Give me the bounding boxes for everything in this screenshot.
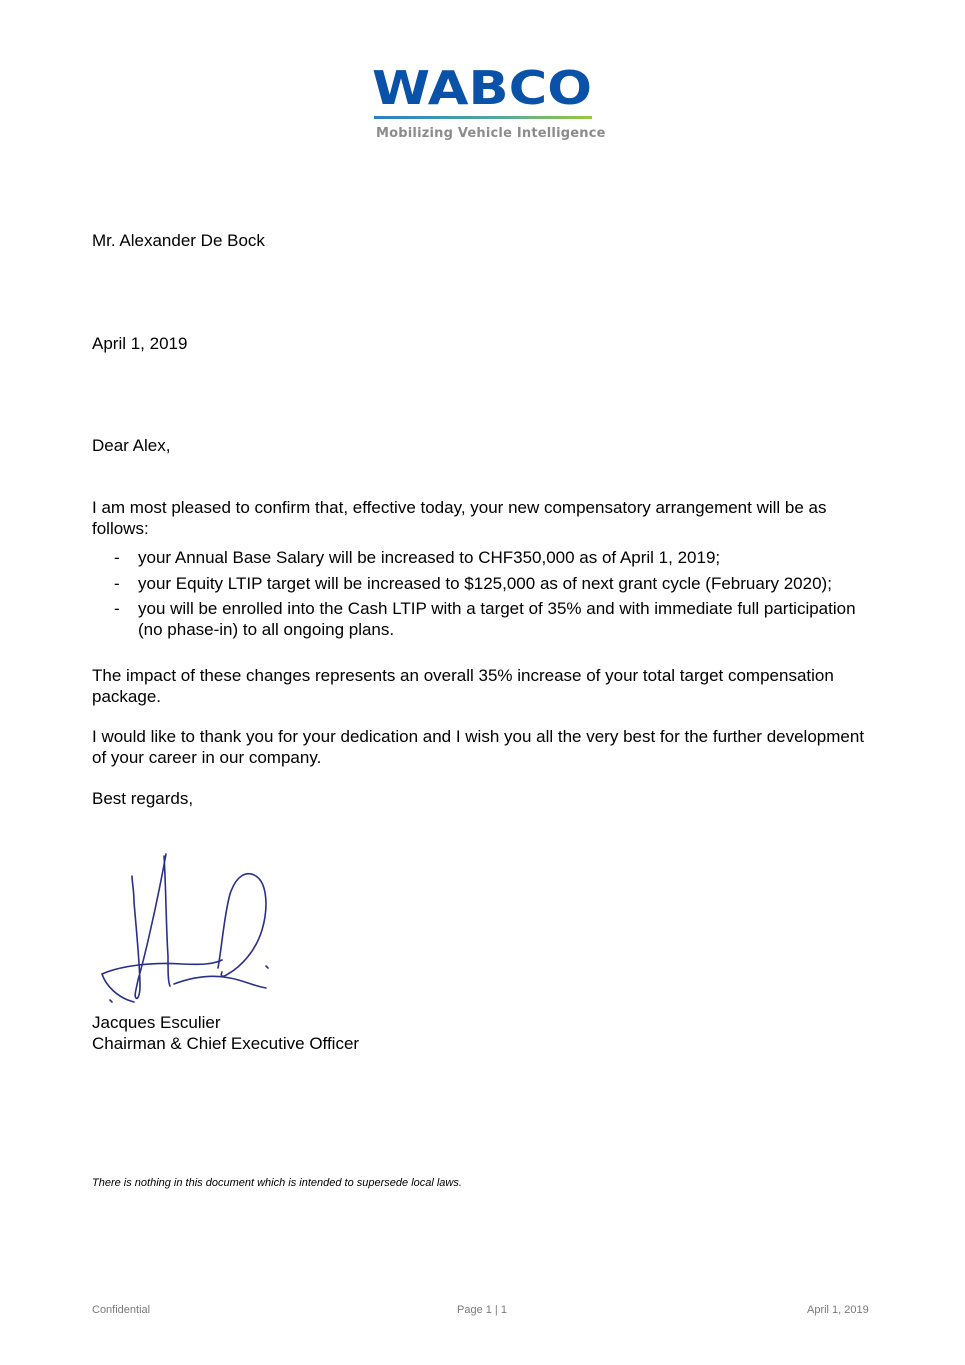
list-item-text: your Annual Base Salary will be increased to CHF350,000 as of April 1, 2019; bbox=[138, 548, 721, 567]
logo-tagline: Mobilizing Vehicle Intelligence bbox=[376, 126, 606, 141]
recipient-name: Mr. Alexander De Bock bbox=[92, 231, 265, 250]
closing: Best regards, bbox=[92, 789, 194, 808]
list-item bbox=[92, 548, 882, 569]
list-item bbox=[92, 574, 882, 595]
letter-date: April 1, 2019 bbox=[92, 334, 188, 353]
impact-paragraph: The impact of these changes represents an overall 35% increase of your total target compensation package. bbox=[92, 666, 834, 706]
salutation: Dear Alex, bbox=[92, 436, 171, 455]
bullet-dash: - bbox=[114, 548, 120, 567]
signatory-title: Chairman & Chief Executive Officer bbox=[92, 1034, 360, 1053]
disclaimer-note: There is nothing in this document which is intended to supersede local laws. bbox=[92, 1177, 462, 1189]
logo-gradient-bar bbox=[0, 116, 965, 122]
list-item-text: your Equity LTIP target will be increased to $125,000 as of next grant cycle (February 2020); bbox=[138, 573, 832, 593]
handwritten-signature-icon bbox=[90, 846, 286, 1012]
footer-confidential: Confidential bbox=[92, 1304, 151, 1316]
footer-page-number: Page 1 | 1 bbox=[457, 1304, 507, 1316]
svg-text:WABCO: WABCO bbox=[372, 66, 592, 110]
list-item-text: you will be enrolled into the Cash LTIP with a target of 35% and with immediate full participation (no phase-in) to all ongoing plans. bbox=[138, 599, 856, 639]
intro-paragraph: I am most pleased to confirm that, effective today, your new compensatory arrangement will be as follows: bbox=[92, 498, 827, 538]
signatory-name: Jacques Esculier bbox=[92, 1013, 221, 1032]
compensation-list bbox=[92, 548, 882, 645]
list-item bbox=[92, 599, 882, 640]
wabco-wordmark-icon bbox=[372, 66, 592, 110]
bullet-dash: - bbox=[114, 599, 120, 618]
footer-date: April 1, 2019 bbox=[807, 1304, 869, 1316]
thanks-paragraph: I would like to thank you for your dedication and I wish you all the very best for the further development of your career in our company. bbox=[92, 727, 865, 767]
bullet-dash: - bbox=[114, 573, 120, 593]
